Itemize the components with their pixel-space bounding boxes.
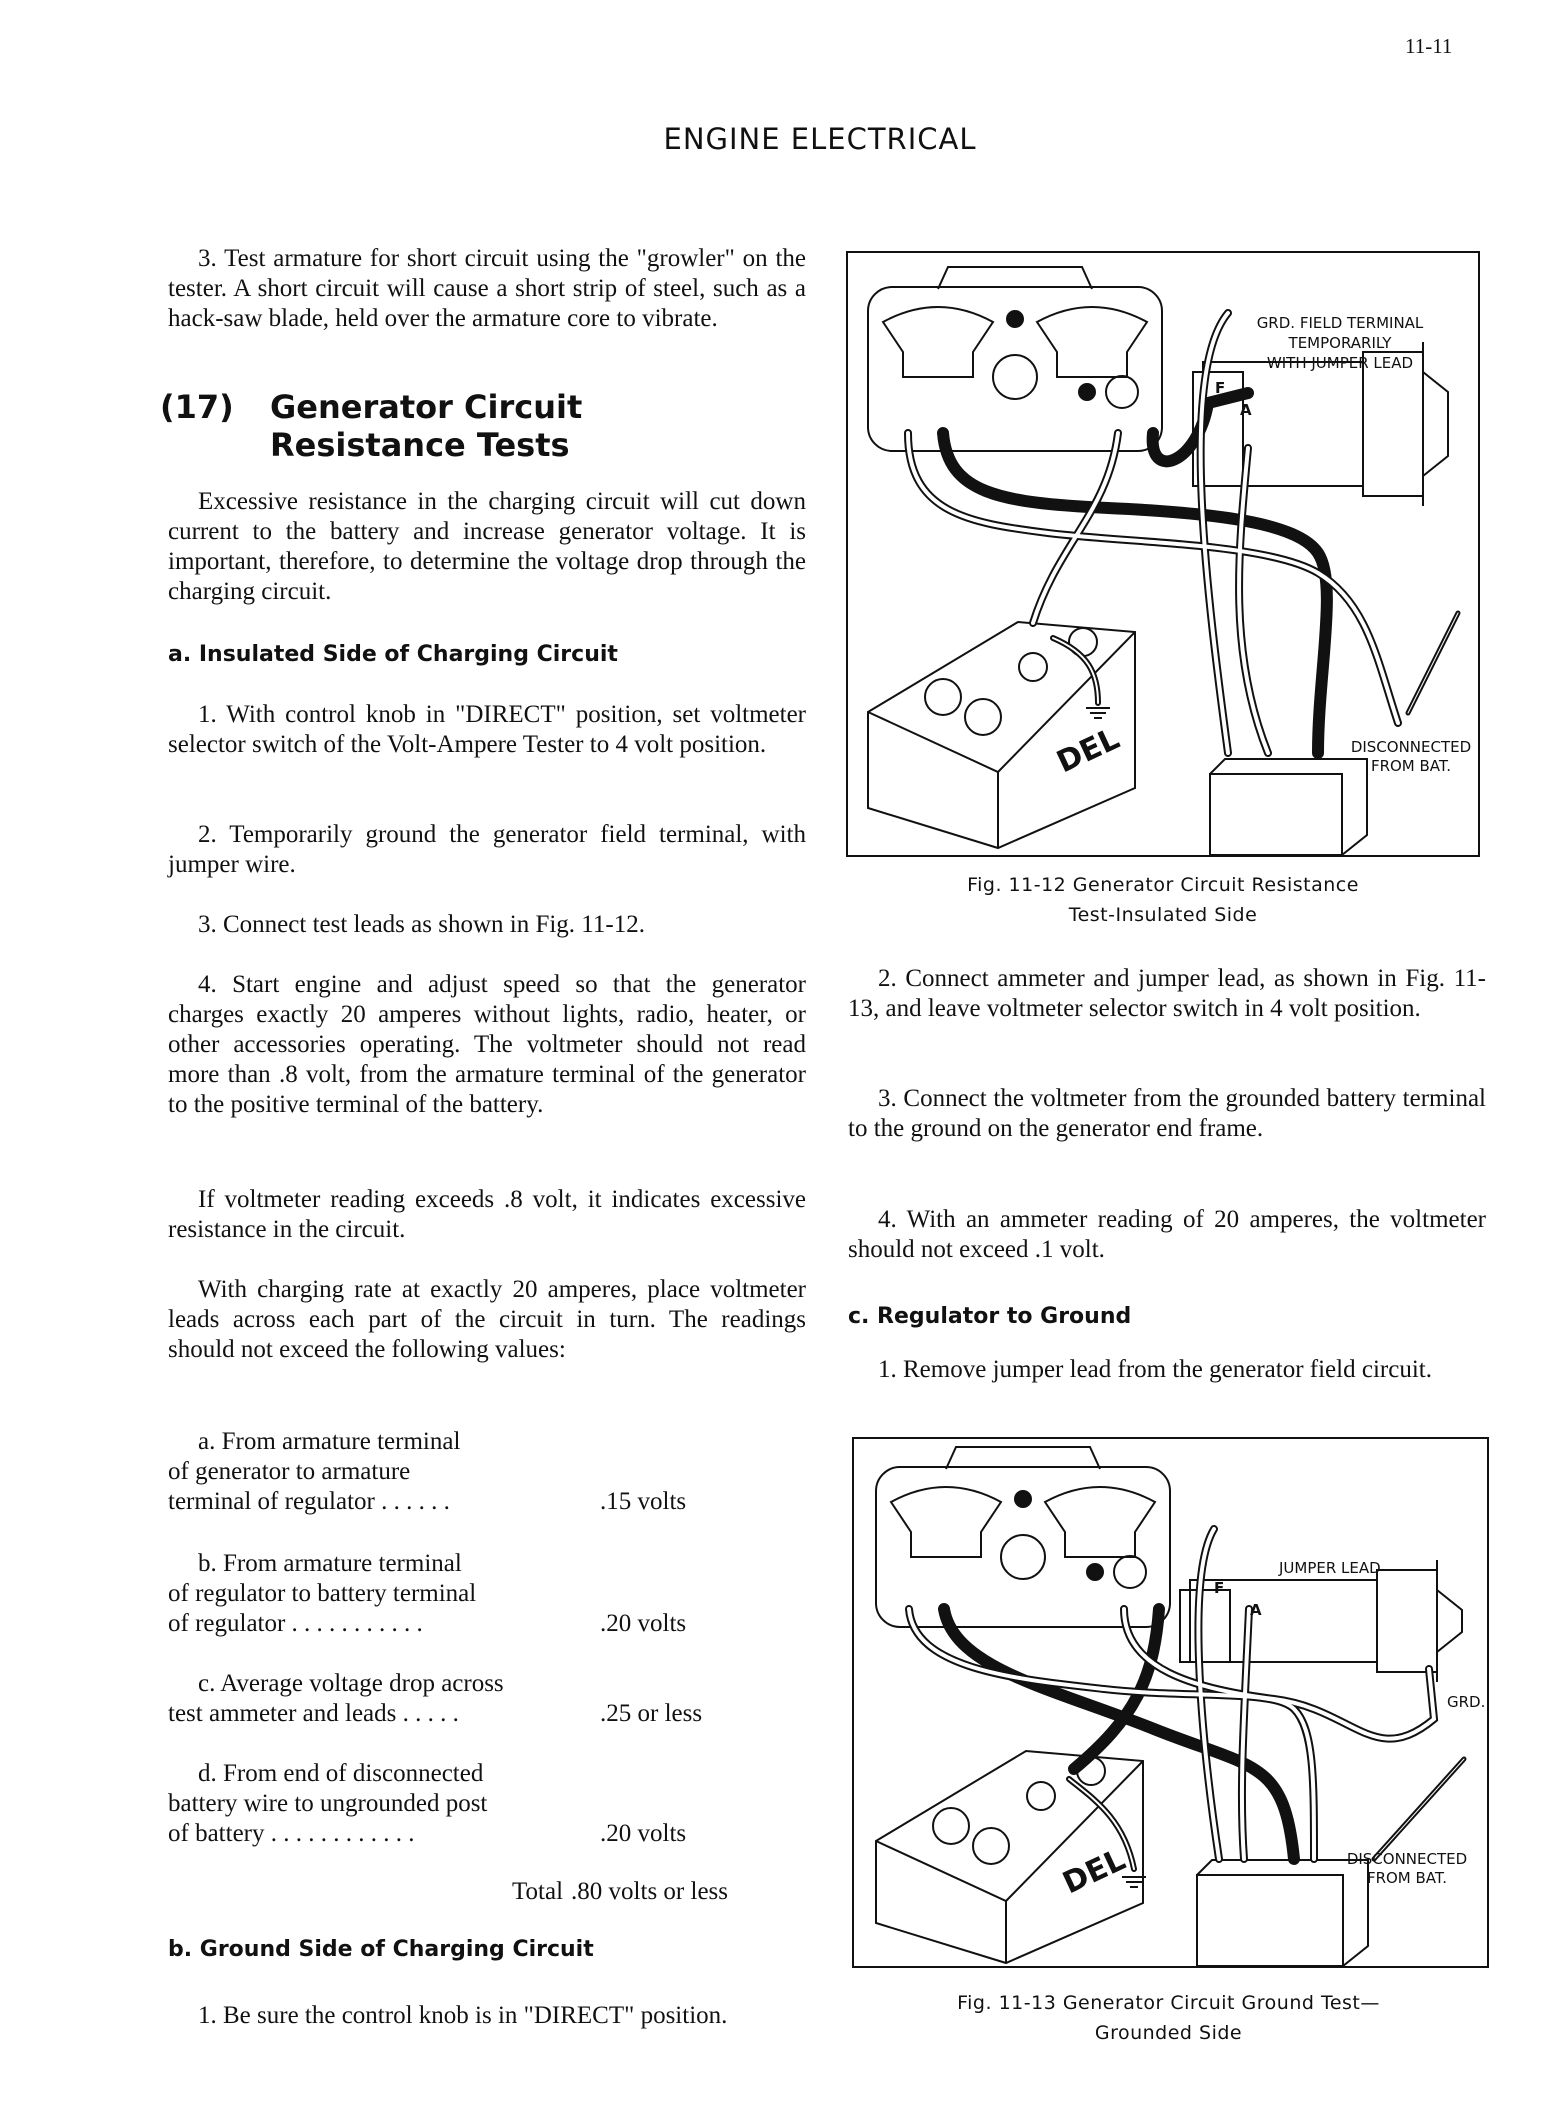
terminal-a-label: A: [1240, 401, 1252, 419]
generator-pulley: [1437, 1560, 1462, 1682]
field-switch: [1007, 311, 1023, 327]
paragraph-with-charging: [168, 1275, 806, 1365]
section-title: ENGINE ELECTRICAL: [663, 122, 977, 156]
selector-switch: [1106, 376, 1138, 408]
value-amount: .25 or less: [600, 1700, 703, 1727]
caption-line: Test-Insulated Side: [1068, 904, 1258, 926]
step-b-4: [848, 1205, 1486, 1265]
step-text: 4. Start engine and adjust speed so that the generator charges exactly 20 amperes without lights, radio, heater, or other accessories operating. The voltmeter should not read more than .8 volt, from the armature terminal of the generator to the positive terminal of the battery.: [168, 971, 806, 1118]
caption-line: Fig. 11-13 Generator Circuit Ground Test—: [957, 1992, 1380, 2014]
label-from-bat: FROM BAT.: [1370, 757, 1452, 775]
label-from-bat: FROM BAT.: [1366, 1869, 1448, 1887]
subheading-regulator-to-ground: c. Regulator to Ground: [848, 1304, 1132, 1329]
step-c-1: [848, 1355, 1486, 1385]
step-text: 2. Temporarily ground the generator field terminal, with jumper wire.: [168, 821, 806, 878]
selector-knob: [1087, 1564, 1103, 1580]
subheading-insulated-side: a. Insulated Side of Charging Circuit: [168, 642, 618, 667]
paragraph-if-voltmeter: [168, 1185, 806, 1245]
control-knob: [1001, 1535, 1045, 1579]
caption-line: Grounded Side: [1094, 2022, 1243, 2044]
value-amount: .20 volts: [600, 1610, 687, 1637]
value-line: of regulator . . . . . . . . . . .: [168, 1610, 423, 1637]
voltmeter-gauge: [1037, 307, 1147, 377]
paragraph-text: Excessive resistance in the charging circuit will cut down current to the battery and increase generator voltage. It is important, therefore, to determine the voltage drop through the charging circuit.: [168, 488, 806, 605]
heading-line-1: Generator Circuit: [270, 388, 583, 426]
field-switch: [1015, 1491, 1031, 1507]
battery-post: [1019, 653, 1047, 681]
terminal-f-label: F: [1214, 1579, 1225, 1597]
generator-frame: [1363, 352, 1423, 496]
voltmeter-gauge: [1045, 1487, 1155, 1557]
step-a-3: [168, 910, 806, 940]
label-disconnected: DISCONNECTED: [1346, 1850, 1468, 1868]
step-text: 3. Connect test leads as shown in Fig. 11-12.: [198, 911, 645, 938]
step-text: 1. Remove jumper lead from the generator field circuit.: [878, 1356, 1432, 1383]
line-art: [876, 1447, 1464, 1966]
value-line: battery wire to ungrounded post: [168, 1790, 488, 1817]
paragraph-text: With charging rate at exactly 20 amperes, place voltmeter leads across each part of the circuit in turn. The readings should not exceed the following values:: [168, 1276, 806, 1363]
ground-symbol: [1086, 708, 1110, 718]
value-item-d: [168, 1759, 728, 1849]
value-item-a: [168, 1427, 728, 1517]
value-total: [168, 1877, 728, 1907]
figure-11-12-caption: [848, 870, 1478, 930]
control-knob: [993, 355, 1037, 399]
step-a-4: [168, 970, 806, 1120]
value-line: of battery . . . . . . . . . . . .: [168, 1820, 415, 1847]
test-lead-highlight: [1239, 448, 1268, 753]
ammeter-gauge: [883, 307, 993, 377]
ammeter-gauge: [891, 1487, 1001, 1557]
label-with-jumper-lead: WITH JUMPER LEAD: [1266, 354, 1414, 372]
total-value: .80 volts or less: [571, 1878, 728, 1905]
page-number: 11-11: [1405, 34, 1453, 58]
paragraph-text: If voltmeter reading exceeds .8 volt, it indicates excessive resistance in the circuit.: [168, 1186, 806, 1243]
value-item-c: [168, 1669, 728, 1729]
battery-cap: [933, 1808, 969, 1844]
generator-pulley: [1423, 342, 1448, 506]
regulator-body: [1210, 774, 1342, 855]
figure-11-13-illustration: [854, 1439, 1487, 1966]
total-label: Total: [512, 1878, 564, 1905]
figure-11-12-illustration: [848, 253, 1478, 855]
label-jumper-lead: JUMPER LEAD: [1279, 1559, 1381, 1577]
label-disconnected: DISCONNECTED: [1350, 738, 1472, 756]
value-line: b. From armature terminal: [198, 1550, 462, 1577]
value-line: test ammeter and leads . . . . .: [168, 1700, 459, 1727]
subheading-ground-side: b. Ground Side of Charging Circuit: [168, 1937, 594, 1962]
caption-line: Fig. 11-12 Generator Circuit Resistance: [967, 874, 1359, 896]
paragraph-test-armature: [168, 244, 806, 334]
terminal-a-label: A: [1250, 1601, 1262, 1619]
step-a-2: [168, 820, 806, 880]
figure-11-13: [852, 1437, 1489, 1968]
value-line: of regulator to battery terminal: [168, 1580, 477, 1607]
label-grd: GRD.: [1447, 1693, 1486, 1711]
heading-line-2: Resistance Tests: [270, 426, 570, 464]
battery-cap: [965, 699, 1001, 735]
battery-cap: [925, 679, 961, 715]
value-line: d. From end of disconnected: [198, 1760, 484, 1787]
generator-terminal-block: [1180, 1590, 1230, 1662]
value-line: terminal of regulator . . . . . .: [168, 1488, 450, 1515]
value-line: of generator to armature: [168, 1458, 411, 1485]
value-item-b: [168, 1549, 728, 1639]
figure-11-12: [846, 251, 1480, 857]
label-temporarily: TEMPORARILY: [1288, 334, 1392, 352]
test-lead-highlight: [1408, 613, 1458, 713]
value-line: a. From armature terminal: [198, 1428, 461, 1455]
step-text: 2. Connect ammeter and jumper lead, as shown in Fig. 11-13, and leave voltmeter selector switch in 4 volt position.: [848, 965, 1486, 1022]
generator-body: [1203, 362, 1363, 486]
step-text: 4. With an ammeter reading of 20 amperes, the voltmeter should not exceed .1 volt.: [848, 1206, 1486, 1263]
step-text: 1. Be sure the control knob is in "DIRECT" position.: [198, 2002, 728, 2029]
step-b-1: [168, 2001, 806, 2031]
test-lead-highlight: [1124, 1609, 1434, 1739]
value-amount: .15 volts: [600, 1488, 687, 1515]
section-heading: [160, 388, 582, 464]
battery-brand: DEL: [1057, 1842, 1131, 1902]
step-text: 3. Connect the voltmeter from the grounded battery terminal to the ground on the generator end frame.: [848, 1085, 1486, 1142]
paragraph-excessive-resistance: [168, 487, 806, 607]
heading-number: (17): [160, 388, 234, 426]
selector-knob: [1079, 384, 1095, 400]
step-a-1: [168, 700, 806, 760]
selector-switch: [1114, 1556, 1146, 1588]
test-lead-highlight: [1033, 433, 1118, 623]
regulator-body: [1197, 1875, 1343, 1966]
step-text: 1. With control knob in "DIRECT" position, set voltmeter selector switch of the Volt-Ampere Tester to 4 volt position.: [168, 701, 806, 758]
value-amount: .20 volts: [600, 1820, 687, 1847]
step-b-2: [848, 964, 1486, 1024]
figure-11-13-caption: [852, 1988, 1485, 2048]
battery-brand: DEL: [1051, 721, 1125, 781]
tester-handle: [938, 267, 1092, 289]
terminal-f-label: F: [1215, 379, 1226, 397]
tester-handle: [946, 1447, 1100, 1469]
step-b-3: [848, 1084, 1486, 1144]
paragraph-text: 3. Test armature for short circuit using the "growler" on the tester. A short circuit will cause a short strip of steel, such as a hack-saw blade, held over the armature core to vibrate.: [168, 245, 806, 332]
battery-post: [1027, 1782, 1055, 1810]
value-line: c. Average voltage drop across: [198, 1670, 504, 1697]
battery-cap: [973, 1828, 1009, 1864]
test-lead-highlight: [1374, 1759, 1464, 1859]
label-grd-field-terminal: GRD. FIELD TERMINAL: [1256, 314, 1424, 332]
generator-frame: [1377, 1570, 1437, 1672]
